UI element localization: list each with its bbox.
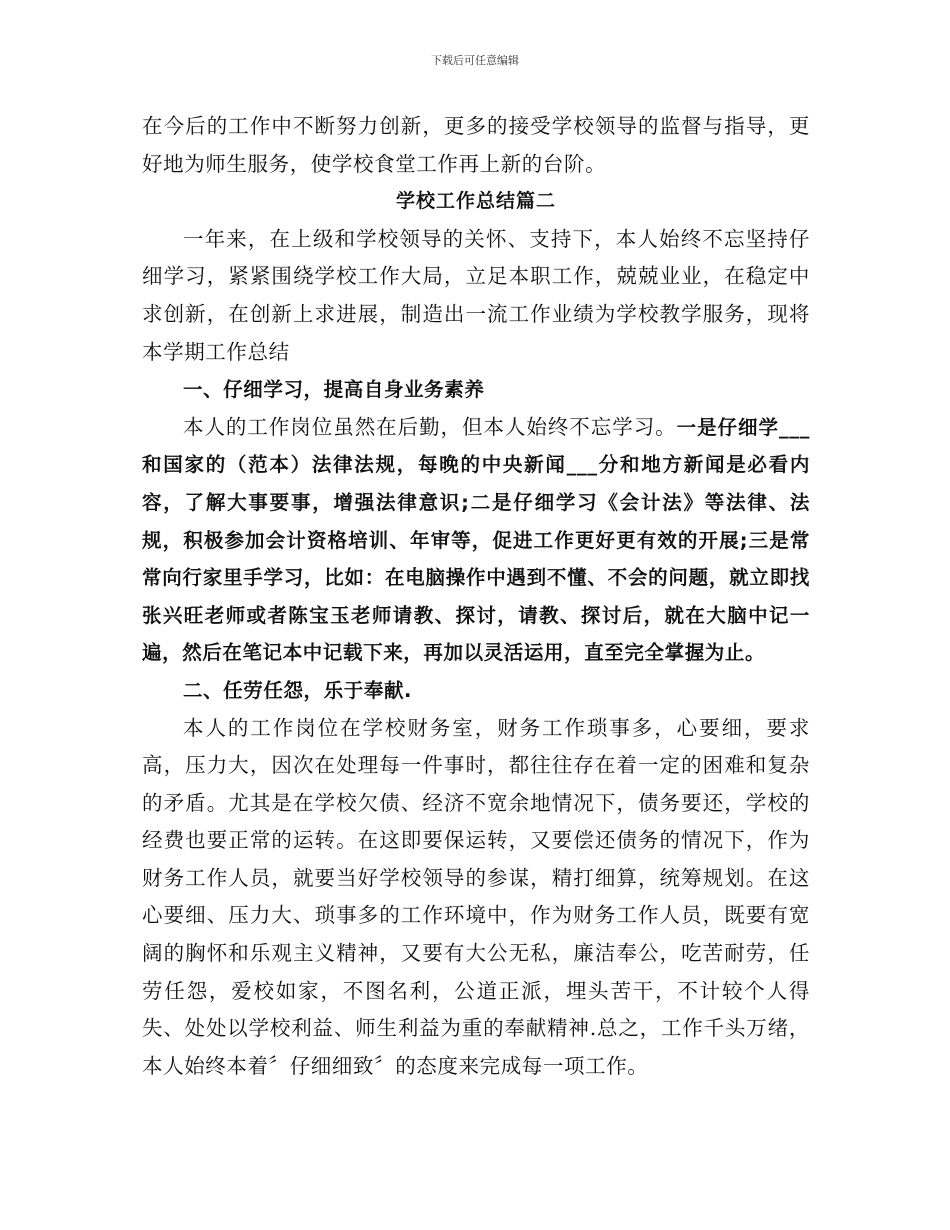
page-header: 下载后可任意编辑 bbox=[431, 54, 519, 67]
heading-study: 一、仔细学习，提高自身业务素养 bbox=[182, 378, 485, 402]
paragraph-study-bold: 一是仔细学___和国家的（范本）法律法规，每晚的中央新闻___分和地方新闻是必看内容，了解大事要事，增强法律意识;二是仔细学习《会计法》等法律、法规，积极参加会计资格培训、年审等，促进工作更好更有效的开展;三是常常向行家里手学习，比如：在电脑操作中遇到不懂、不会的问题，就立即找张兴旺老师或者陈宝玉老师请教、探讨，请教、探讨后，就在大脑中记一遍，然后在笔记本中记载下来，再加以灵活运用，直至完全掌握为止。 bbox=[142, 415, 810, 665]
section-title: 学校工作总结篇二 bbox=[395, 190, 556, 213]
paragraph-closing-previous: 在今后的工作中不断努力创新，更多的接受学校领导的监督与指导，更好地为师生服务，使学校食堂工作再上新的台阶。 bbox=[142, 114, 810, 176]
document-body bbox=[142, 108, 810, 1085]
paragraph-study bbox=[142, 409, 810, 672]
paragraph-intro: 一年来，在上级和学校领导的关怀、支持下，本人始终不忘坚持仔细学习，紧紧围绕学校工作大局，立足本职工作，兢兢业业，在稳定中求创新，在创新上求进展，制造出一流工作业绩为学校教学服务，现将本学期工作总结 bbox=[142, 226, 810, 364]
paragraph-dedication: 本人的工作岗位在学校财务室，财务工作琐事多，心要细，要求高，压力大，因次在处理每一件事时，都往往存在着一定的困难和复杂的矛盾。尤其是在学校欠债、经济不宽余地情况下，债务要还，学校的经费也要正常的运转。在这即要保运转，又要偿还债务的情况下，作为财务工作人员，就要当好学校领导的参谋，精打细算，统筹规划。在这心要细、压力大、琐事多的工作环境中，作为财务工作人员，既要有宽阔的胸怀和乐观主义精神，又要有大公无私，廉洁奉公，吃苦耐劳，任劳任怨，爱校如家，不图名利，公道正派，埋头苦干，不计较个人得失、处处以学校利益、师生利益为重的奉献精神.总之，工作千头万绪，本人始终本着〞仔细细致〞的态度来完成每一项工作。 bbox=[142, 715, 810, 1078]
paragraph-study-normal: 本人的工作岗位虽然在后勤，但本人始终不忘学习。 bbox=[183, 414, 677, 439]
heading-dedication: 二、任劳任怨，乐于奉献. bbox=[182, 678, 413, 702]
